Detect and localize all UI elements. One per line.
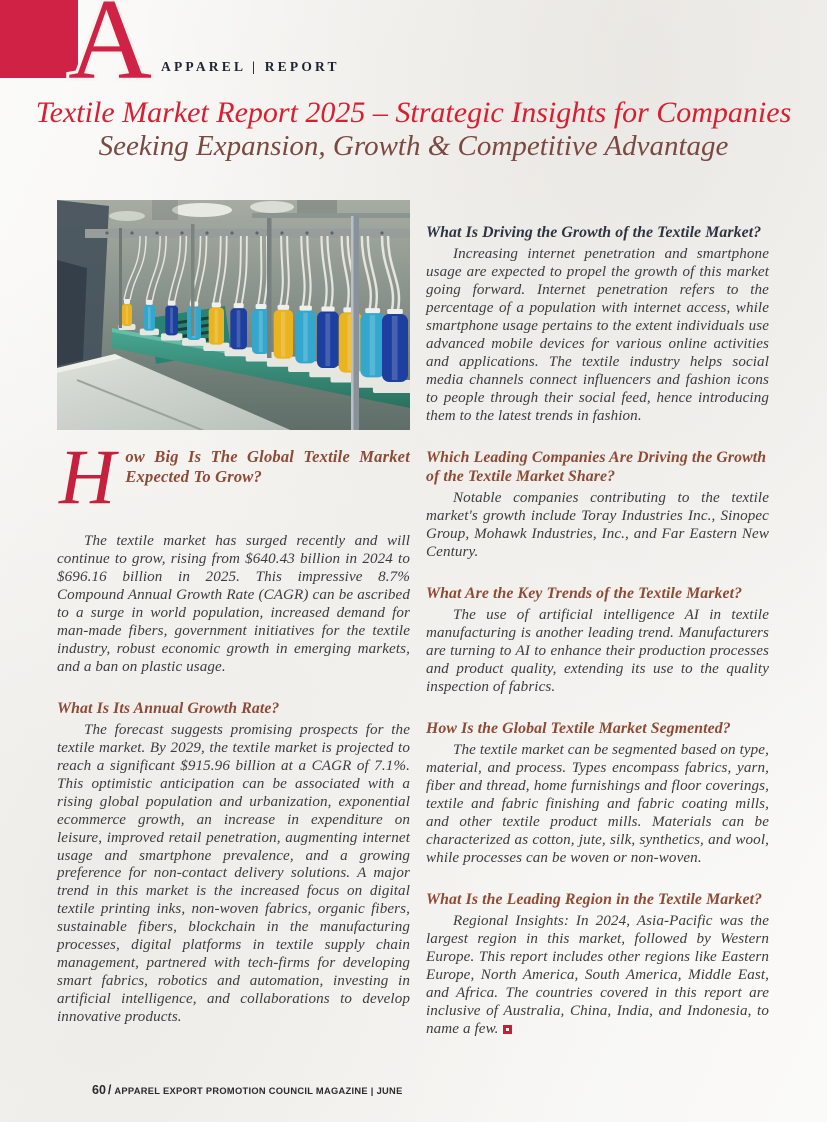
left-column <box>57 200 410 1039</box>
article-title-line1: Textile Market Report 2025 – Strategic Insights for Companies <box>35 96 792 129</box>
section-heading-leading-companies: Which Leading Companies Are Driving the Growth of the Textile Market Share? <box>426 448 767 486</box>
right-column <box>426 200 769 1039</box>
lead-paragraph: The textile market has surged recently and will continue to grow, rising from $640.43 billion in 2024 to $696.16 billion in 2025. This impressive 8.7% Compound Annual Growth Rate (CAGR) can be ascribed to a surge in world population, increased demand for man-made fibers, government initiatives for the textile industry, robust economic growth in emerging markets, and a ban on plastic usage. <box>57 532 410 675</box>
section-paragraph-segmentation: The textile market can be segmented based on type, material, and process. Types encompass fabrics, yarn, fiber and thread, home furnishings and floor coverings, textile and fabric finishing and fabric coating mills, and other textile product mills. Materials can be characterized as cotton, jute, silk, synthetics, and wool, while processes can be woven or non-woven. <box>426 742 769 867</box>
section-paragraph-growth-rate: The forecast suggests promising prospects for the textile market. By 2029, the textile market is projected to reach a significant $915.96 billion at a CAGR of 7.1%. This optimistic anticipation can be associated with a rising global population and urbanization, exponential ecommerce growth, an increase in expenditure on leisure, improved retail penetration, augmenting internet usage and smartphone prevalence, and a growing preference for non-contact delivery solutions. A major trend in this market is the increased focus on digital textile printing inks, non-woven fabrics, organic fibers, sustainable fibers, blockchain in the manufacturing processes, digital platforms in textile supply chain management, partnered with tech-firms for developing smart fabrics, robotics and automation, investing in artificial intelligence, and collaborations to develop innovative products. <box>57 721 410 1026</box>
section-kicker: APPAREL | REPORT <box>161 59 340 74</box>
logo-graphic <box>0 0 160 82</box>
drop-cap: H <box>59 433 116 520</box>
logo-block <box>0 0 78 78</box>
section-paragraph-leading-companies: Notable companies contributing to the textile market's growth include Toray Industries Inc., Sinopec Group, Mohawk Industries, Inc., and Far Eastern New Century. <box>426 490 769 561</box>
hero-image <box>57 200 410 430</box>
logo-letter: A <box>68 0 152 82</box>
section-heading-driving-growth: What Is Driving the Growth of the Textile Market? <box>426 224 762 241</box>
leading-region-text: Regional Insights: In 2024, Asia-Pacific was the largest region in this market, followed by Western Europe. This report includes other regions like Eastern Europe, North America, South America, Middle East, and Africa. The countries covered in this report are inclusive of Australia, China, India, and Indonesia, to name a few. <box>426 913 769 1038</box>
lead-heading-text: ow Big Is The Global Textile Market Expected To Grow? <box>125 447 410 487</box>
footer-separator: / <box>107 1083 112 1097</box>
section-heading-growth-rate: What Is Its Annual Growth Rate? <box>57 699 280 717</box>
section-paragraph-key-trends: The use of artificial intelligence AI in textile manufacturing is another leading trend. Manufacturers are turning to AI to enhance their production processes and product quality, extending its use to the quality inspection of fabrics. <box>426 607 769 696</box>
article-title-line2: Seeking Expansion, Growth & Competitive Advantage <box>98 130 729 163</box>
page-number: 60 <box>92 1083 106 1097</box>
article-columns <box>57 200 769 1039</box>
embroidery-machine-illustration <box>57 200 410 430</box>
section-paragraph-leading-region <box>426 913 769 1039</box>
lead-heading-block <box>57 433 410 520</box>
magazine-logo <box>0 0 160 82</box>
footer-magazine-title: APPAREL EXPORT PROMOTION COUNCIL MAGAZINE | JUNE <box>114 1086 403 1096</box>
section-heading-segmentation: How Is the Global Textile Market Segmented? <box>426 720 731 738</box>
section-heading-leading-region: What Is the Leading Region in the Textile Market? <box>426 891 763 909</box>
article-end-icon <box>503 1025 512 1034</box>
section-heading-key-trends: What Are the Key Trends of the Textile Market? <box>426 585 743 603</box>
section-paragraph-driving-growth: Increasing internet penetration and smartphone usage are expected to propel the growth of this market going forward. Internet penetration refers to the percentage of a population with internet access, while smartphone usage pertains to the extent individuals use advanced mobile devices for various online activities and applications. The textile industry helps social media channels connect influencers and fashion icons to people through their social feed, hence introducing them to the latest trends in fashion. <box>426 246 769 424</box>
article-title <box>30 96 797 163</box>
page-footer <box>92 1081 403 1099</box>
